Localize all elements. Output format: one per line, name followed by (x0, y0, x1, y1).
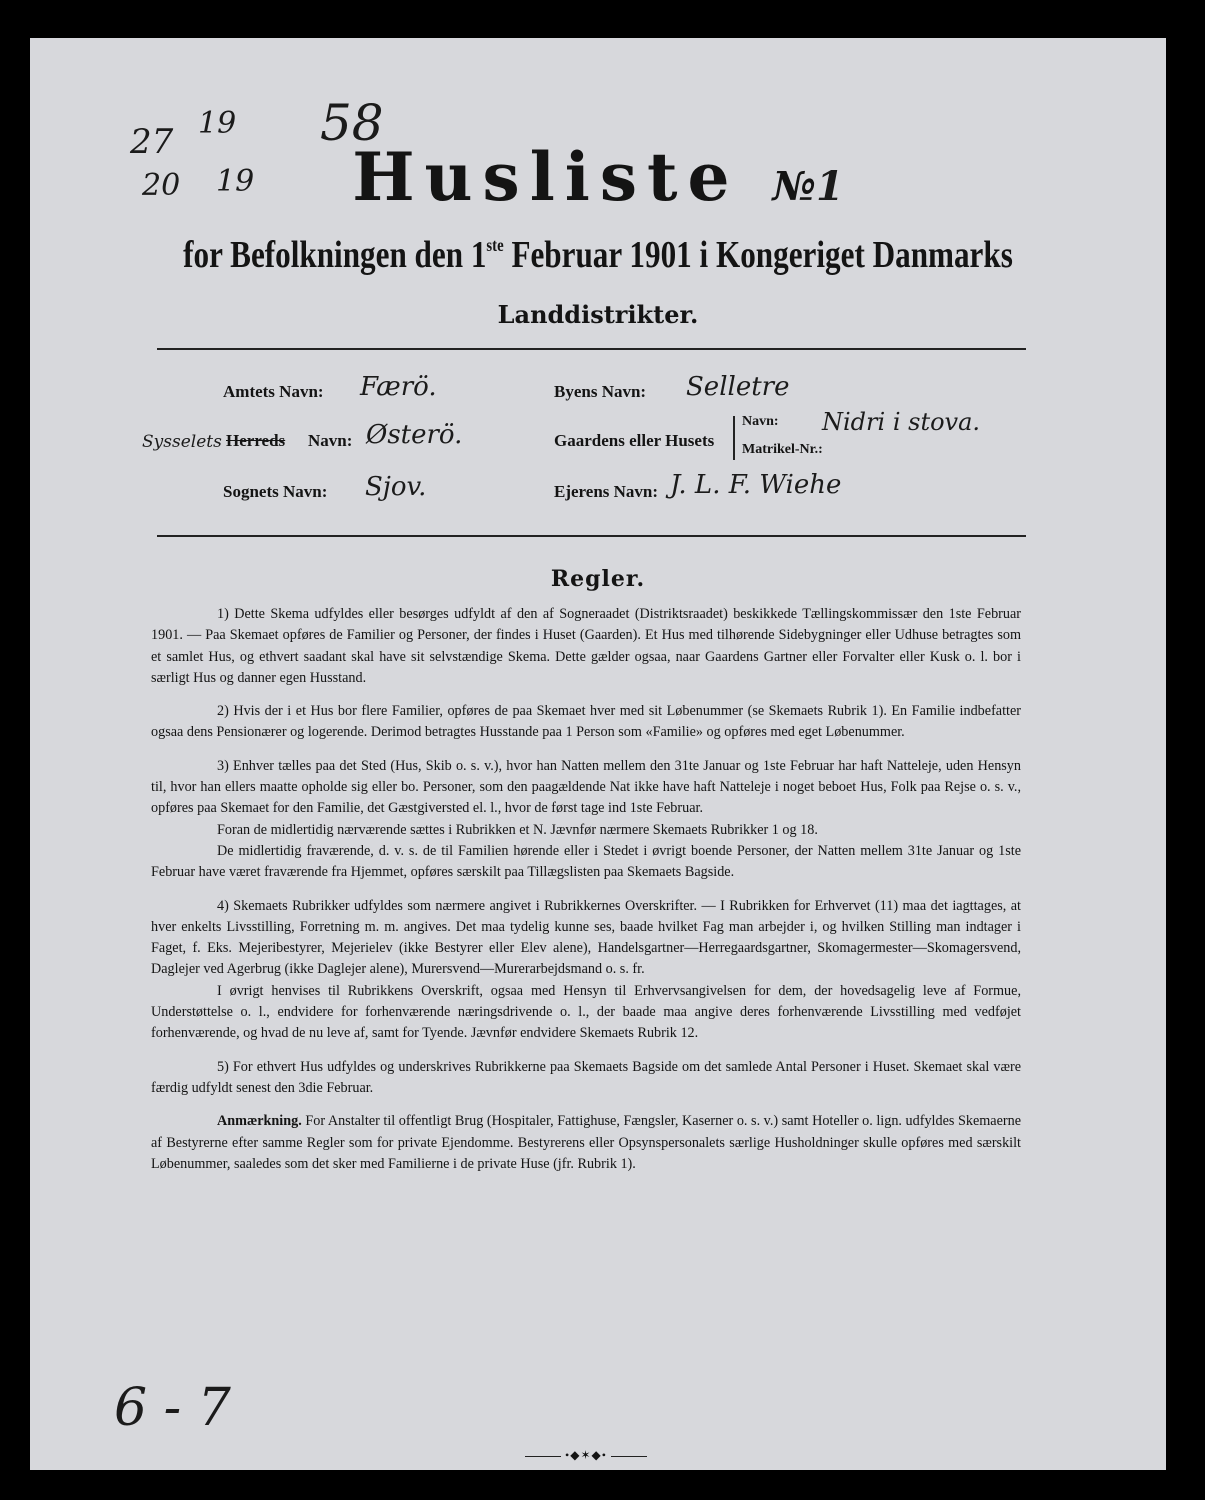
rule-5: 5) For ethvert Hus udfyldes og underskrives Rubrikkerne paa Skemaets Bagside om det samlede Antal Personer i Huset. Skemaet skal være færdig udfyldt senest den 3die Februar. (151, 1058, 1021, 1096)
sogn-value: Sjov. (365, 472, 427, 502)
archive-number-2: 19 (198, 106, 237, 141)
ornament-line-right (611, 1456, 647, 1457)
subtitle-part-2: Februar 1901 i Kongeriget Danmarks (503, 234, 1013, 276)
subtitle-superscript: ste (486, 235, 504, 255)
sogn-label: Sognets Navn: (223, 482, 328, 501)
rules-heading: Regler. (550, 566, 646, 592)
list-number: 1 (815, 163, 844, 210)
note-label: Anmærkning. (217, 1113, 302, 1130)
rule-3: 3) Enhver tælles paa det Sted (Hus, Skib o. s. v.), hvor han Natten mellem den 31te Januar og 1ste Februar har haft Natteleje, uden Hensyn til, hvor han ellers maatte opholde sig eller bo. Personer, som den paagældende Nat ikke have haft Natteleje i noget beboet Hus, Folk paa Rejse o. s. v., opføres paa Skemaet for den Familie, det Gæstgiversted el. l., hvor de først tage ind 1ste Februar. (151, 757, 1021, 817)
ornament-glyphs: •◆✶◆• (565, 1448, 607, 1462)
rule-2: 2) Hvis der i et Hus bor flere Familier, opføres de paa Skemaet hver med sit Løbenummer (se Skemaets Rubrik 1). En Familie indbefatter ogsaa dens Pensionærer og logerende. Derimod betragtes Husstande paa 1 Person som «Familie» og opføres med eget Løbenummer. (151, 703, 1021, 741)
form-title (30, 138, 1166, 216)
ornament-line-left (525, 1456, 561, 1457)
handwritten-page-range: 6 - 7 (114, 1378, 231, 1438)
gaard-label: Gaardens eller Husets (554, 431, 715, 450)
rule-4: 4) Skemaets Rubrikker udfyldes som nærmere angivet i Rubrikkernes Overskrifter. — I Rubrikken for Erhvervet (11) maa det iagttages, at hver enkelts Livsstilling, Forretning m. m. angives. Det maa tydelig kunne ses, baade hvilket Fag man arbejder i, og hvilken Stilling man indtager i Faget, f. Eks. Mejeribestyrer, Mejerielev (ikke Bestyrer eller Elev alene), Handelsgartner—Herregaardsgartner, Skomagermester—Skomagersvend, Daglejer ved Agerbrug (ikke Daglejer alene), Murersvend—Murerarbejdsmand o. s. fr. (151, 897, 1021, 978)
rule-4-further: I øvrigt henvises til Rubrikkens Overskrift, ogsaa med Hensyn til Erhvervsangivelsen for dem, der hovedsagelig leve af Formue, Understøttelse o. l., endvidere for forhenværende næringsdrivende o. l., der baade maa angive deres forhenværende Livsstilling med vedføjet forhenværende, og hvad de nu leve af, samt for Tyende. Jævnfør endvidere Skemaets Rubrik 12. (151, 982, 1021, 1042)
title-text: Husliste (352, 138, 740, 216)
divider-bottom (157, 535, 1026, 537)
brace-line (733, 416, 735, 460)
syssel-prefix: Sysselets (142, 432, 222, 452)
archive-number-3: 20 (142, 168, 181, 203)
herred-value: Østerö. (366, 420, 463, 450)
rule-1: 1) Dette Skema udfyldes eller besørges udfyldt af den af Sogneraadet (Distriktsraadet) beskikkede Tællingskommissær den 1ste Februar 1901. — Paa Skemaet opføres de Familier og Personer, der findes i Huset (Gaarden). Et Hus med tilhørende Sidebygninger eller Udhuse betragtes som et samlet Hus, og ethvert saadant skal have sit selvstændige Skema. Dette gælder ogsaa, naar Gaardens Gartner eller Forvalter eller Kusk o. l. bor i særligt Hus og danner egen Husstand. (151, 606, 1021, 686)
by-label: Byens Navn: (554, 382, 647, 401)
matrikel-label: Matrikel-Nr.: (742, 442, 823, 457)
archive-number-4: 19 (216, 164, 255, 199)
number-prefix: № (772, 163, 816, 210)
amt-value: Færö. (360, 372, 437, 402)
census-form-page (30, 38, 1166, 1470)
navn-label: Navn: (742, 414, 779, 429)
note-text: For Anstalter til offentligt Brug (Hospitaler, Fattighuse, Fængsler, Kaserner o. s. v.) samt Hoteller o. lign. udfyldes Skemaerne af Bestyrerne efter samme Regler som for private Ejendomme. Bestyrerens eller Opsynspersonalets særlige Husholdninger skulle opføres med særskilt Løbenummer, saaledes som det sker med Familierne i de private Huse (jfr. Rubrik 1). (151, 1113, 1021, 1172)
herred-struck: Herreds (226, 431, 286, 450)
rule-note (151, 1111, 1021, 1175)
ornament-divider (512, 1448, 660, 1463)
rule-3-note-n: Foran de midlertidig nærværende sættes i Rubrikken et N. Jævnfør nærmere Skemaets Rubrikker 1 og 18. (217, 821, 818, 838)
subtitle-part-1: for Befolkningen den 1 (183, 234, 487, 276)
divider-top (157, 348, 1026, 350)
archive-number-5: 58 (320, 94, 384, 152)
navn-value: Nidri i stova. (822, 408, 981, 436)
rule-3-absent: De midlertidig fraværende, d. v. s. de til Familien hørende eller i Stedet i øvrigt boende Personer, der Natten mellem 31te Januar og 1ste Februar have været fraværende fra Hjemmet, opføres særskilt paa Tillægslisten paa Skemaets Bagside. (151, 842, 1021, 881)
ejer-value: J. L. F. Wiehe (670, 470, 842, 500)
archive-number-1: 27 (130, 122, 174, 162)
by-value: Selletre (686, 372, 790, 402)
district-label: Landdistrikter. (497, 300, 699, 329)
amt-label: Amtets Navn: (223, 382, 324, 401)
ejer-label: Ejerens Navn: (554, 482, 659, 501)
herred-label: Navn: (308, 431, 353, 450)
form-subtitle (132, 233, 1064, 277)
rules-body (151, 604, 1021, 1187)
